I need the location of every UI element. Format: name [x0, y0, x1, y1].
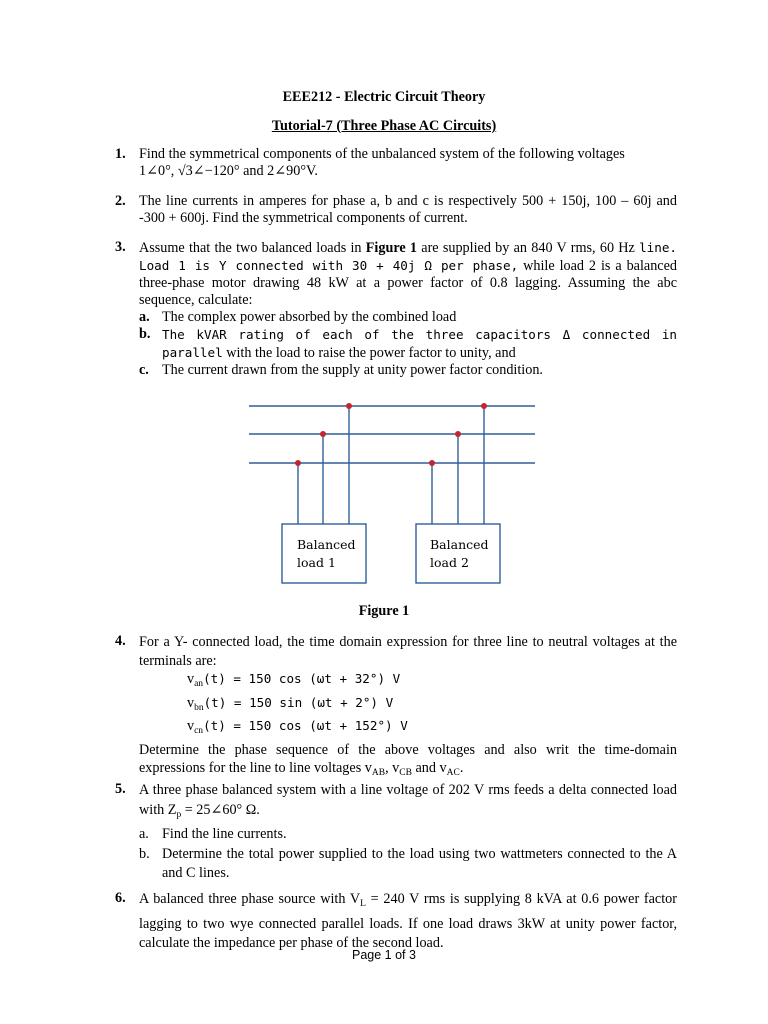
- load1-label-line2: load 1: [297, 555, 336, 570]
- text-fragment: = 240 V rms is supplying 8 kVA at 0.6 power factor lagging to two wye connected parallel loads. If one load draws 3kW at unity power factor, calculate the impedance per phase of the second load.: [139, 891, 677, 951]
- sub-question-text: The current drawn from the supply at unity power factor condition.: [162, 362, 543, 378]
- sub-question-label: c.: [139, 362, 149, 378]
- question-equation: 1∠0°, √3∠−120° and 2∠90°V.: [139, 163, 318, 179]
- load2-label-line1: Balanced: [430, 537, 489, 552]
- text-fragment: Determine the phase sequence of the above voltages and also writ the time-domain expressions for the line to line voltages v: [139, 741, 677, 776]
- question-number: 3.: [115, 239, 126, 255]
- text-fragment: Assume that the two balanced loads in: [139, 240, 366, 256]
- text-fragment: .: [459, 760, 464, 776]
- eq-subscript: bn: [194, 702, 204, 713]
- text-fragment: = 25∠60° Ω.: [181, 801, 260, 818]
- text-fragment: are supplied by an 840 V rms, 60 Hz: [417, 240, 635, 256]
- text-fragment: while load 2 is a balanced three-phase motor drawing 48 kW at a power factor of 0.8 lagging. Assuming the abc sequence, calculate:: [139, 258, 677, 308]
- load1-box: [282, 524, 366, 583]
- subscript: CB: [399, 768, 412, 778]
- junction-dot: [481, 403, 487, 409]
- page-number: Page 1 of 3: [352, 948, 416, 962]
- question-text: For a Y- connected load, the time domain expression for three line to neutral voltages at the terminals are:: [139, 634, 677, 669]
- eq-symbol: v: [187, 671, 195, 687]
- text-fragment: A three phase balanced system with a line voltage of 202 V rms feeds a delta connected load with Z: [139, 782, 677, 818]
- junction-dot: [455, 431, 461, 437]
- figure-reference: Figure 1: [365, 240, 418, 256]
- question-number: 2.: [115, 193, 126, 209]
- eq-subscript: cn: [194, 726, 204, 736]
- subscript: p: [176, 809, 182, 820]
- sub-question-a: [139, 825, 677, 845]
- equation-vcn: [187, 717, 677, 741]
- question-text: [139, 890, 677, 954]
- tutorial-title: Tutorial-7 (Three Phase AC Circuits): [271, 118, 497, 134]
- equation-vbn: [187, 694, 677, 718]
- junction-dot: [429, 460, 435, 466]
- load2-label-line2: load 2: [430, 555, 469, 570]
- question-text: Find the symmetrical components of the unbalanced system of the following voltages: [139, 146, 625, 162]
- eq-subscript: an: [194, 679, 204, 689]
- sub-question-text: with the load to raise the power factor to unity, and: [222, 345, 516, 361]
- subscript: AB: [371, 768, 386, 778]
- text-fragment: , v: [385, 760, 400, 776]
- subscript: AC: [446, 768, 460, 778]
- sub-question-label: a.: [139, 826, 149, 842]
- question-5: [115, 781, 677, 884]
- text-fragment: A balanced three phase source with V: [139, 891, 361, 907]
- question-number: 6.: [115, 890, 126, 906]
- question-number: 1.: [115, 146, 126, 162]
- sub-question-text: The complex power absorbed by the combined load: [162, 309, 457, 325]
- sub-question-text: Determine the total power supplied to the load using two wattmeters connected to the A and C lines.: [162, 845, 677, 881]
- subscript: L: [360, 899, 366, 909]
- question-text: The line currents in amperes for phase a, b and c is respectively 500 + 150j, 100 – 60j and -300 + 600j. Find the symmetrical components of current.: [139, 193, 677, 226]
- sub-question-label: b.: [139, 845, 150, 862]
- eq-symbol: v: [187, 694, 195, 711]
- text-fragment: line. Load 1 is Y connected with 30 + 40j Ω per phase,: [139, 240, 677, 273]
- junction-dot: [346, 403, 352, 409]
- load2-box: [416, 524, 500, 583]
- load1-label-line1: Balanced: [297, 537, 356, 552]
- sub-question-text: The kVAR rating of each of the three capacitors Δ connected in parallel: [162, 327, 677, 360]
- eq-expression: (t) = 150 cos (ωt + 32°) V: [203, 671, 401, 686]
- text-fragment: and v: [411, 760, 447, 776]
- junction-dot: [295, 460, 301, 466]
- question-text: [139, 741, 677, 783]
- figure-caption: Figure 1: [358, 603, 410, 619]
- question-text: [139, 781, 677, 825]
- eq-expression: (t) = 150 cos (ωt + 152°) V: [203, 718, 408, 733]
- eq-expression: (t) = 150 sin (ωt + 2°) V: [203, 694, 394, 710]
- sub-question-text: Find the line currents.: [162, 826, 287, 842]
- junction-dot: [320, 431, 326, 437]
- sub-question-label: b.: [139, 326, 151, 342]
- sub-question-label: a.: [139, 309, 150, 325]
- question-number: 4.: [115, 633, 126, 649]
- eq-symbol: v: [187, 718, 195, 734]
- question-6: [115, 890, 677, 954]
- sub-question-list: [139, 825, 677, 884]
- course-title: EEE212 - Electric Circuit Theory: [282, 89, 486, 105]
- voltage-equations: [187, 670, 677, 741]
- question-4: [115, 633, 677, 783]
- sub-question-b: [139, 845, 677, 884]
- equation-van: [187, 670, 677, 694]
- question-number: 5.: [115, 781, 126, 797]
